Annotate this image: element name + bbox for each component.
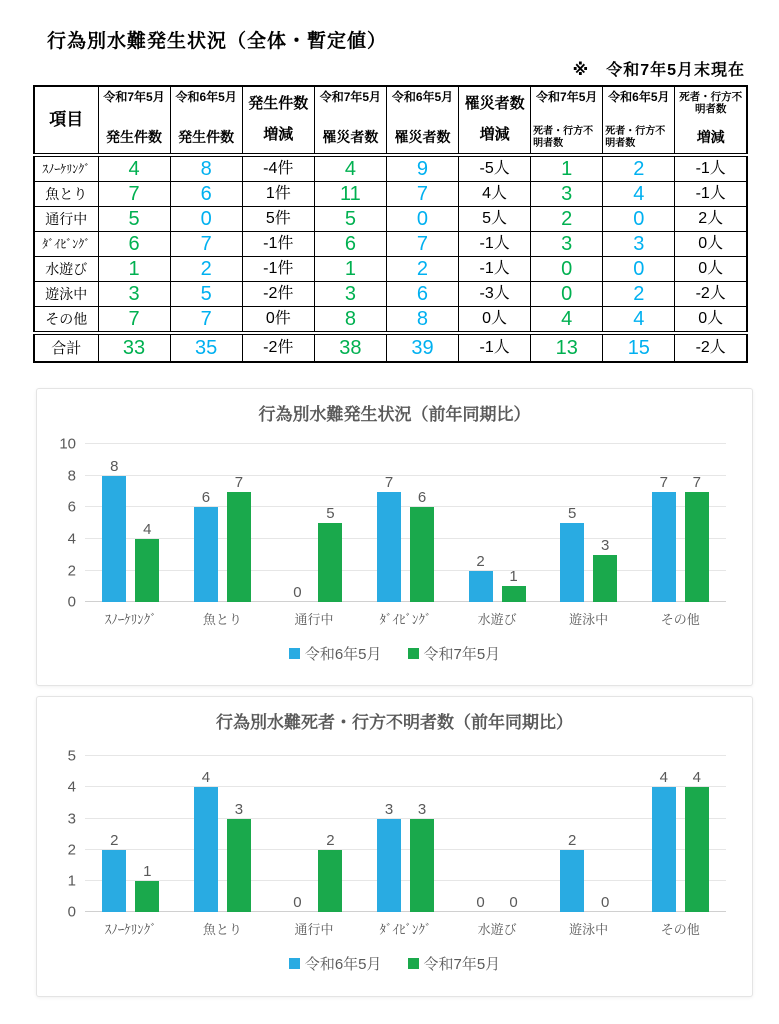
row-label: その他: [34, 307, 98, 334]
y-tick-label: 8: [67, 467, 76, 485]
bar-value-label: 0: [601, 894, 610, 912]
bar-group: [451, 444, 543, 602]
x-axis-labels: [85, 609, 726, 628]
header-cell-inner: [459, 87, 530, 153]
cell-chg: -1人: [459, 257, 531, 282]
bar-group: [85, 444, 177, 602]
bar-group: [268, 444, 360, 602]
bar-value-label: 4: [201, 769, 211, 787]
bar-unit: [227, 756, 251, 912]
cell-v7: 1: [531, 155, 603, 182]
bar: [410, 507, 434, 602]
cell-v6: 7: [170, 307, 242, 334]
bar-value-label: 6: [201, 489, 211, 507]
cell-v6: 35: [170, 333, 242, 362]
cell-chg: -1人: [675, 182, 747, 207]
cell-v6: 15: [603, 333, 675, 362]
header-line: 増減: [479, 125, 510, 143]
cell-v6: 2: [603, 155, 675, 182]
table-row: [34, 232, 747, 257]
header-line: 令和6年5月: [391, 90, 454, 104]
x-axis-label: ﾀﾞｲﾋﾞﾝｸﾞ: [379, 922, 432, 938]
cell-chg: -3人: [459, 282, 531, 307]
chart-legend: [37, 953, 752, 974]
bar-unit: [502, 756, 526, 912]
bar: [135, 881, 159, 912]
cell-v7: 1: [98, 257, 170, 282]
cell-chg: -4件: [242, 155, 314, 182]
bar-unit: [593, 756, 617, 912]
bar-unit: [377, 756, 401, 912]
bar: [377, 492, 401, 603]
cell-v6: 4: [603, 307, 675, 334]
bar-value-label: 3: [384, 800, 394, 818]
header-cell: [242, 86, 314, 155]
cell-v7: 4: [531, 307, 603, 334]
bar-group: [177, 756, 269, 912]
header-line: 罹災者数: [464, 95, 525, 112]
bar-value-label: 2: [476, 552, 485, 570]
bar-value-label: 2: [568, 831, 577, 849]
bar-unit: [102, 756, 126, 912]
x-axis-label: 水遊び: [477, 612, 517, 628]
cell-v6: 2: [386, 257, 458, 282]
header-cell-inner: [675, 87, 746, 153]
header-line: 罹災者数: [394, 128, 451, 145]
bar-value-label: 1: [143, 862, 152, 880]
page-title: 行為別水難発生状況（全体・暫定値）: [47, 31, 388, 52]
cell-v6: 7: [386, 182, 458, 207]
bar: [560, 850, 584, 912]
bar-unit: [318, 756, 342, 912]
cell-v7: 6: [98, 232, 170, 257]
cell-v7: 3: [98, 282, 170, 307]
y-tick-label: 2: [67, 562, 76, 579]
bar-group: [543, 444, 635, 602]
header-row: [34, 86, 747, 155]
y-tick-label: 4: [67, 530, 76, 548]
header-cell-inner: [171, 87, 242, 153]
bar-unit: [502, 444, 526, 602]
row-label: ﾀﾞｲﾋﾞﾝｸﾞ: [34, 232, 98, 257]
plot-area: [85, 444, 726, 602]
legend-swatch: [408, 958, 419, 969]
cell-chg: 0件: [242, 307, 314, 334]
chart-deaths-missing-comparison: [36, 696, 753, 997]
cell-v6: 7: [386, 232, 458, 257]
header-cell-inner: [603, 87, 674, 153]
y-axis: [47, 435, 85, 611]
total-row: [34, 333, 747, 362]
bar: [377, 819, 401, 913]
x-axis-label: 通行中: [294, 922, 334, 938]
bar-value-label: 4: [692, 769, 701, 787]
bar: [469, 571, 493, 603]
header-cell: [170, 86, 242, 155]
cell-chg: 0人: [459, 307, 531, 334]
bar-groups: [85, 756, 726, 912]
bar-value-label: 4: [143, 520, 152, 538]
bar-unit: [593, 444, 617, 602]
cell-v7: 11: [314, 182, 386, 207]
bar: [135, 539, 159, 602]
cell-chg: 2人: [675, 207, 747, 232]
bar-value-label: 0: [476, 894, 485, 912]
cell-chg: 5人: [459, 207, 531, 232]
row-label: 通行中: [34, 207, 98, 232]
header-cell-inner: [387, 87, 458, 153]
cell-chg: -1人: [675, 155, 747, 182]
cell-chg: -2人: [675, 333, 747, 362]
header-line: 死者・行方不明者数: [605, 126, 666, 149]
bar-group: [451, 756, 543, 912]
legend-item: [408, 953, 501, 974]
bar-value-label: 7: [659, 473, 668, 491]
cell-chg: -1件: [242, 257, 314, 282]
cell-chg: -2件: [242, 333, 314, 362]
x-axis-labels: [85, 919, 726, 938]
table-row: [34, 307, 747, 334]
bar: [102, 850, 126, 912]
bar: [318, 523, 342, 602]
bar-value-label: 1: [509, 568, 518, 586]
bar-value-label: 0: [293, 584, 302, 602]
y-tick-label: 0: [67, 903, 76, 921]
bar: [685, 787, 709, 912]
bar-unit: [685, 756, 709, 912]
y-tick-label: 10: [59, 435, 76, 453]
x-axis-label: 遊泳中: [569, 612, 609, 628]
table-head: [34, 86, 747, 155]
bar-unit: [285, 444, 309, 602]
header-line: 令和7年5月: [536, 90, 598, 104]
x-axis-label: ﾀﾞｲﾋﾞﾝｸﾞ: [379, 612, 432, 628]
cell-v7: 1: [314, 257, 386, 282]
cell-v6: 8: [170, 155, 242, 182]
cell-v6: 2: [170, 257, 242, 282]
cell-v6: 0: [603, 257, 675, 282]
x-axis-label: 水遊び: [477, 922, 517, 938]
cell-v7: 4: [314, 155, 386, 182]
bar-group: [634, 444, 726, 602]
legend-item: [289, 953, 382, 974]
bar-value-label: 2: [326, 831, 335, 849]
header-cell-inner: [315, 87, 386, 153]
stats-table: [33, 85, 748, 363]
legend-swatch: [289, 958, 300, 969]
bar: [227, 492, 251, 603]
bar-unit: [652, 444, 676, 602]
bar-group: [268, 756, 360, 912]
bar: [652, 492, 676, 603]
bar-unit: [560, 756, 584, 912]
y-tick-label: 4: [67, 778, 76, 796]
legend-swatch: [408, 648, 419, 659]
cell-chg: 1件: [242, 182, 314, 207]
cell-v7: 4: [98, 155, 170, 182]
bar-unit: [410, 444, 434, 602]
legend-label: 令和7年5月: [423, 646, 501, 664]
cell-v6: 39: [386, 333, 458, 362]
row-label: 魚とり: [34, 182, 98, 207]
bar-value-label: 3: [601, 536, 610, 554]
legend-label: 令和6年5月: [304, 956, 382, 974]
cell-v6: 3: [603, 232, 675, 257]
cell-chg: 4人: [459, 182, 531, 207]
legend-item: [289, 643, 382, 664]
bar-value-label: 7: [234, 473, 244, 491]
bar: [318, 850, 342, 912]
header-cell-inner: [243, 87, 314, 153]
bar-group: [634, 756, 726, 912]
bar: [102, 476, 126, 602]
bar: [560, 523, 584, 602]
bar: [410, 819, 434, 913]
cell-v7: 6: [314, 232, 386, 257]
row-label: 合計: [34, 333, 98, 362]
cell-chg: -1人: [459, 232, 531, 257]
header-line: 発生件数: [178, 128, 235, 145]
cell-v6: 0: [603, 207, 675, 232]
cell-v7: 3: [531, 232, 603, 257]
cell-v6: 7: [170, 232, 242, 257]
cell-v7: 0: [531, 282, 603, 307]
plot-row: [47, 435, 726, 611]
x-axis-label: 通行中: [294, 612, 334, 628]
bar-unit: [410, 756, 434, 912]
cell-v6: 6: [386, 282, 458, 307]
header-cell: [459, 86, 531, 155]
cell-chg: -2人: [675, 282, 747, 307]
header-cell: [314, 86, 386, 155]
header-cell-inner: [531, 87, 602, 153]
header-line: 発生件数: [248, 95, 309, 112]
cell-v7: 3: [531, 182, 603, 207]
legend-item: [408, 643, 501, 664]
cell-chg: 0人: [675, 232, 747, 257]
cell-v6: 0: [170, 207, 242, 232]
header-cell-item: [34, 86, 98, 155]
cell-v6: 2: [603, 282, 675, 307]
bar-unit: [685, 444, 709, 602]
chart-occurrence-comparison: [36, 388, 753, 686]
bar: [194, 787, 218, 912]
bar-value-label: 3: [417, 800, 427, 818]
bar: [227, 819, 251, 913]
bar-value-label: 2: [110, 831, 119, 849]
x-axis-label: 遊泳中: [569, 922, 609, 938]
y-tick-label: 3: [67, 810, 76, 827]
y-tick-label: 5: [67, 747, 76, 765]
bar-group: [360, 756, 452, 912]
cell-v6: 5: [170, 282, 242, 307]
table-body: [34, 155, 747, 362]
bar-unit: [469, 444, 493, 602]
header-line: 令和6年5月: [608, 90, 670, 104]
row-label: ｽﾉｰｹﾘﾝｸﾞ: [34, 155, 98, 182]
cell-v7: 0: [531, 257, 603, 282]
y-tick-label: 0: [67, 593, 76, 611]
bar: [502, 586, 526, 602]
y-tick-label: 6: [67, 498, 76, 516]
cell-chg: -5人: [459, 155, 531, 182]
bar-value-label: 6: [417, 489, 427, 507]
cell-v6: 9: [386, 155, 458, 182]
x-axis-label: その他: [660, 612, 700, 628]
cell-chg: 5件: [242, 207, 314, 232]
cell-chg: -1人: [459, 333, 531, 362]
cell-v7: 13: [531, 333, 603, 362]
cell-chg: 0人: [675, 307, 747, 334]
bar-unit: [469, 756, 493, 912]
bar: [685, 492, 709, 603]
header-line: 令和7年5月: [319, 90, 382, 104]
bar-unit: [318, 444, 342, 602]
bar: [593, 555, 617, 602]
bar-unit: [194, 756, 218, 912]
y-tick-label: 1: [67, 872, 76, 890]
y-tick-label: 2: [67, 841, 76, 859]
bar-unit: [102, 444, 126, 602]
bar-unit: [560, 444, 584, 602]
header-line: 増減: [696, 128, 725, 145]
cell-v7: 3: [314, 282, 386, 307]
cell-v7: 7: [98, 182, 170, 207]
bar-value-label: 4: [659, 769, 668, 787]
cell-chg: 0人: [675, 257, 747, 282]
header-cell: [98, 86, 170, 155]
header-line: 発生件数: [106, 128, 163, 145]
header-line: 令和6年5月: [175, 90, 237, 104]
bar-groups: [85, 444, 726, 602]
x-axis-label: 魚とり: [202, 922, 242, 938]
bar-unit: [194, 444, 218, 602]
cell-v6: 4: [603, 182, 675, 207]
x-axis-label: ｽﾉｰｹﾘﾝｸﾞ: [104, 922, 157, 938]
x-axis-label: 魚とり: [202, 612, 242, 628]
header-cell: [603, 86, 675, 155]
legend-swatch: [289, 648, 300, 659]
legend-label: 令和7年5月: [423, 956, 501, 974]
cell-v7: 5: [98, 207, 170, 232]
bar-unit: [377, 444, 401, 602]
header-line: 死者・行方不明者数: [679, 91, 743, 116]
row-label: 水遊び: [34, 257, 98, 282]
bar: [194, 507, 218, 602]
legend-label: 令和6年5月: [304, 646, 382, 664]
bar-value-label: 8: [110, 457, 119, 475]
row-label: 遊泳中: [34, 282, 98, 307]
cell-v7: 5: [314, 207, 386, 232]
plot-row: [47, 747, 726, 921]
cell-v7: 7: [98, 307, 170, 334]
cell-v7: 38: [314, 333, 386, 362]
bar-value-label: 3: [234, 800, 244, 818]
bar-value-label: 7: [692, 473, 701, 491]
header-line: 罹災者数: [322, 128, 379, 145]
header-line: 令和7年5月: [103, 90, 165, 104]
bar-unit: [227, 444, 251, 602]
header-cell-inner: [99, 87, 170, 153]
bar-value-label: 0: [293, 894, 302, 912]
cell-v6: 8: [386, 307, 458, 334]
bar-unit: [135, 756, 159, 912]
bar-group: [543, 756, 635, 912]
cell-chg: -1件: [242, 232, 314, 257]
bar-unit: [652, 756, 676, 912]
header-cell: [386, 86, 458, 155]
as-of-note: ※ 令和7年5月末現在: [572, 62, 745, 79]
header-item-label: 項目: [49, 110, 84, 130]
plot-area: [85, 756, 726, 912]
bar-group: [85, 756, 177, 912]
header-line: 死者・行方不明者数: [533, 126, 594, 149]
table-row: [34, 182, 747, 207]
cell-v7: 8: [314, 307, 386, 334]
table-row: [34, 155, 747, 182]
cell-chg: -2件: [242, 282, 314, 307]
cell-v6: 6: [170, 182, 242, 207]
chart-title: 行為別水難死者・行方不明者数（前年同期比）: [216, 713, 573, 732]
x-axis-label: ｽﾉｰｹﾘﾝｸﾞ: [104, 612, 157, 628]
chart-title: 行為別水難発生状況（前年同期比）: [258, 405, 531, 424]
bar-value-label: 5: [326, 505, 335, 523]
bar-value-label: 7: [384, 473, 394, 491]
bar-group: [177, 444, 269, 602]
y-axis: [47, 747, 85, 921]
x-axis-label: その他: [660, 922, 700, 938]
table-row: [34, 257, 747, 282]
bar-group: [360, 444, 452, 602]
bar-value-label: 5: [568, 505, 577, 523]
bar-unit: [135, 444, 159, 602]
header-cell: [531, 86, 603, 155]
bar-unit: [285, 756, 309, 912]
chart-legend: [37, 643, 752, 664]
bar: [652, 787, 676, 912]
header-line: 増減: [263, 125, 294, 143]
cell-v7: 2: [531, 207, 603, 232]
header-cell: [675, 86, 747, 155]
bar-value-label: 0: [509, 894, 518, 912]
cell-v6: 0: [386, 207, 458, 232]
table-row: [34, 207, 747, 232]
table-row: [34, 282, 747, 307]
cell-v7: 33: [98, 333, 170, 362]
